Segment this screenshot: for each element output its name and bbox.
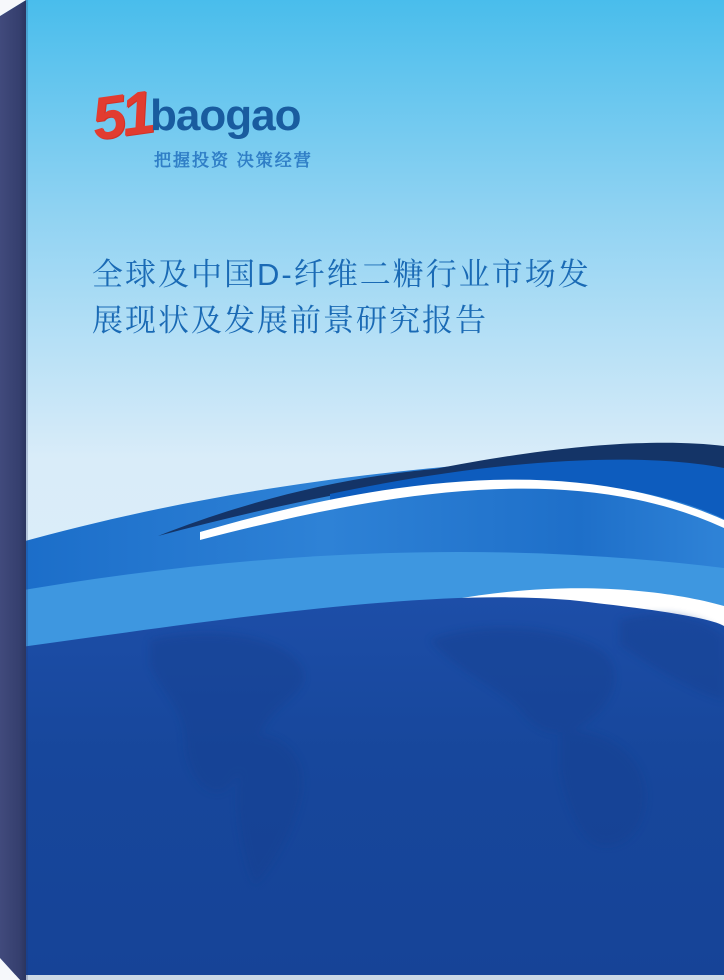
brand-logo (87, 78, 350, 179)
logo-tagline: 把握投资 决策经营 (154, 151, 313, 170)
bottom-edge-strip (0, 975, 724, 980)
report-title-line-1: 全球及中国D-纤维二糖行业市场发 (92, 257, 591, 292)
report-title-line-2: 展现状及发展前景研究报告 (92, 303, 488, 338)
logo-numeral: 51 (87, 78, 156, 153)
logo-wordmark: baogao (150, 91, 301, 140)
book-spine (0, 0, 26, 980)
report-title (92, 252, 677, 344)
spine-seam (26, 0, 28, 980)
